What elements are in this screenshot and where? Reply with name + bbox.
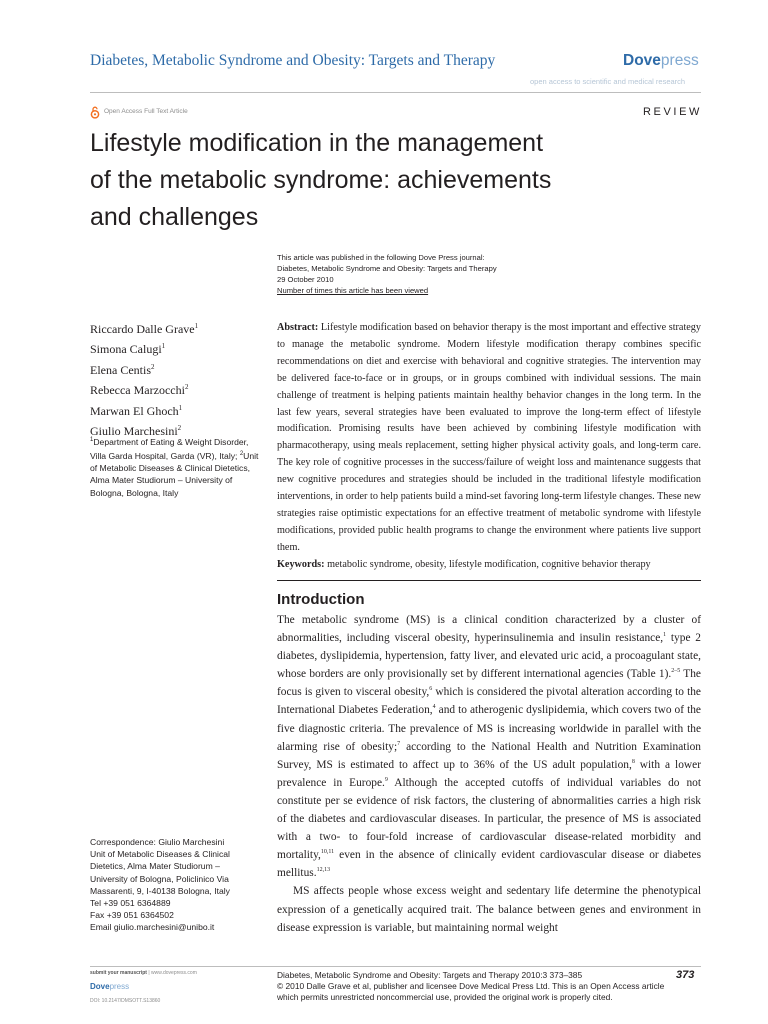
brand-tagline: open access to scientific and medical research [530,77,686,86]
introduction-body [277,611,701,937]
footer-dovepress-logo: Dovepress [90,982,130,991]
article-type: REVIEW [643,106,702,118]
citation-ref[interactable]: 8 [631,758,635,765]
abstract-divider [277,580,701,581]
citation-ref[interactable]: 6 [429,686,433,693]
paragraph: The metabolic syndrome (MS) is a clinical condition characterized by a cluster of abnormalities, including visceral obesity, hyperinsulinemia and insulin resistance,$^1$ type 2 diabetes, dyslipidemia, hypertension, fatty liver, and elevated uric acid, a procoagulant state, whose borders are only provisionally set by different international agencies (Table 1).$^{2-5}$ The focus is given to visceral obesity,$^6$ which is considered the pivotal alteration according to the International Diabetes Federation,$^4$ and to atherogenic dyslipidemia, which covers two of the five diagnostic criteria. The prevalence of MS is increasing worldwide in parallel with the alarming rise of obesity;$^7$ according to the National Health and Nutrition Examination Survey, MS is estimated to affect up to 36% of the US adult population,$^8$ with a lower prevalence in Europe.$^9$ Although the accepted cutoffs of individual variables do not constitute per se evidence of risk factors, the clustering of abnormalities carries a high risk of the diabetes and cardiovascular diseases. In particular, the presence of MS is associated with a two- to four-fold increase of cardiovascular disease-related morbidity and mortality,$^{10,11}$ even in the absence of clinically evident cardiovascular disease or diabetes mellitus.$^{12,13}$ [277,614,701,880]
author: Riccardo Dalle Grave$^1$ [90,322,199,336]
brand-light: press [660,52,699,69]
section-heading-introduction: Introduction [277,591,365,608]
page-number: 373 [676,969,695,981]
citation-ref[interactable]: 10,11 [320,849,335,856]
author: Rebecca Marzocchi$^2$ [90,383,189,398]
title-line: and challenges [90,203,259,231]
affiliations: $^1$Department of Eating & Weight Disorder, Villa Garda Hospital, Garda (VR), Italy; $^2$Unit of Metabolic Diseases & Clinical Dietetics, Alma Mater Studiorum – University of Bologna, Bologna, Italy [90,436,259,498]
author: Giulio Marchesini$^2$ [90,424,182,439]
citation-ref[interactable]: 4 [432,704,436,711]
journal-title: Diabetes, Metabolic Syndrome and Obesity: Targets and Therapy [90,52,496,69]
open-access-icon [90,106,100,119]
abstract [277,320,701,574]
citation-ref[interactable]: 9 [384,777,388,784]
brand-bold: Dove [623,52,661,69]
dovepress-logo [623,52,699,70]
pubinfo-date: 29 October 2010 [277,275,334,284]
publication-info [277,252,497,296]
author: Simona Calugi$^1$ [90,342,166,357]
pubinfo-line: This article was published in the following Dove Press journal: [277,253,485,262]
email-link[interactable]: Email giulio.marchesini@unibo.it [90,922,215,933]
correspondence: Correspondence: Giulio Marchesini Unit of Metabolic Diseases & Clinical Dietetics, Alma Mater Studiorum – University of Bologna, Policlinico Via Massarenti, 9, I-40138 Bologna, Italy Tel +39 051 6364889 Fax +39 051 6364502 Email giulio.marchesini@unibo.it [90,836,270,934]
header-divider [90,92,701,93]
article-title [90,125,630,236]
citation-info: Diabetes, Metabolic Syndrome and Obesity: Targets and Therapy 2010:3 373–385 © 2010 Dalle Grave et al, publisher and licensee Dove Medical Press Ltd. This is an Open Access article which permits unrestricted noncommercial use, provided the original work is properly cited. [277,970,665,1002]
paragraph: MS affects people whose excess weight and sedentary life determine the phenotypical expression of a genetically acquired trait. The balance between genes and environment in disease expression is variable, but maintaining normal weight [277,885,701,934]
author: Elena Centis$^2$ [90,362,155,377]
citation-ref[interactable]: 2–5 [671,668,681,675]
keywords: Keywords: metabolic syndrome, obesity, lifestyle modification, cognitive behavior therapy [277,558,651,570]
author: Marwan El Ghoch$^1$ [90,403,183,418]
author-list [90,318,198,440]
title-line: Lifestyle modification in the management [90,129,544,157]
pubinfo-journal: Diabetes, Metabolic Syndrome and Obesity: Targets and Therapy [277,264,497,273]
citation-ref[interactable]: 1 [663,632,667,639]
citation-ref[interactable]: 12,13 [316,867,331,874]
open-access-label: Open Access Full Text Article [104,108,188,115]
citation-ref[interactable]: 7 [397,740,401,747]
footer-divider [90,966,701,967]
doi[interactable]: DOI: 10.2147/DMSOTT.S13860 [90,998,161,1004]
abstract-body: Abstract: Lifestyle modification based on behavior therapy is the most important and effective strategy to manage the metabolic syndrome. Modern lifestyle modification therapy combines specific recommendations on diet and exercise with behavioral and cognitive strategies. The intervention may be delivered face-to-face or in groups, or in groups combined with individual sessions. The main challenge of treatment is helping patients maintain healthy behavior changes in the long term. In the last few years, several strategies have been evaluated to improve the long-term effect of lifestyle modification. Promising results have been achieved by combining lifestyle modification with pharmacotherapy, using meals replacement, setting higher physical activity goals, and long-term care. The key role of cognitive processes in the success/failure of weight loss and maintenance suggests that new cognitive procedures and strategies should be included in the traditional lifestyle modification interventions, in order to help patients build a mind-set favoring long-term lifestyle changes. These new strategies raise optimistic expectations for an effective treatment of metabolic syndrome with lifestyle modifications, provided public health programs to change the environment where patients live support them. [277,322,701,553]
title-line: of the metabolic syndrome: achievements [90,166,552,194]
views-link[interactable]: Number of times this article has been viewed [277,286,429,295]
submit-manuscript-link[interactable]: submit your manuscript | www.dovepress.com [90,970,197,976]
